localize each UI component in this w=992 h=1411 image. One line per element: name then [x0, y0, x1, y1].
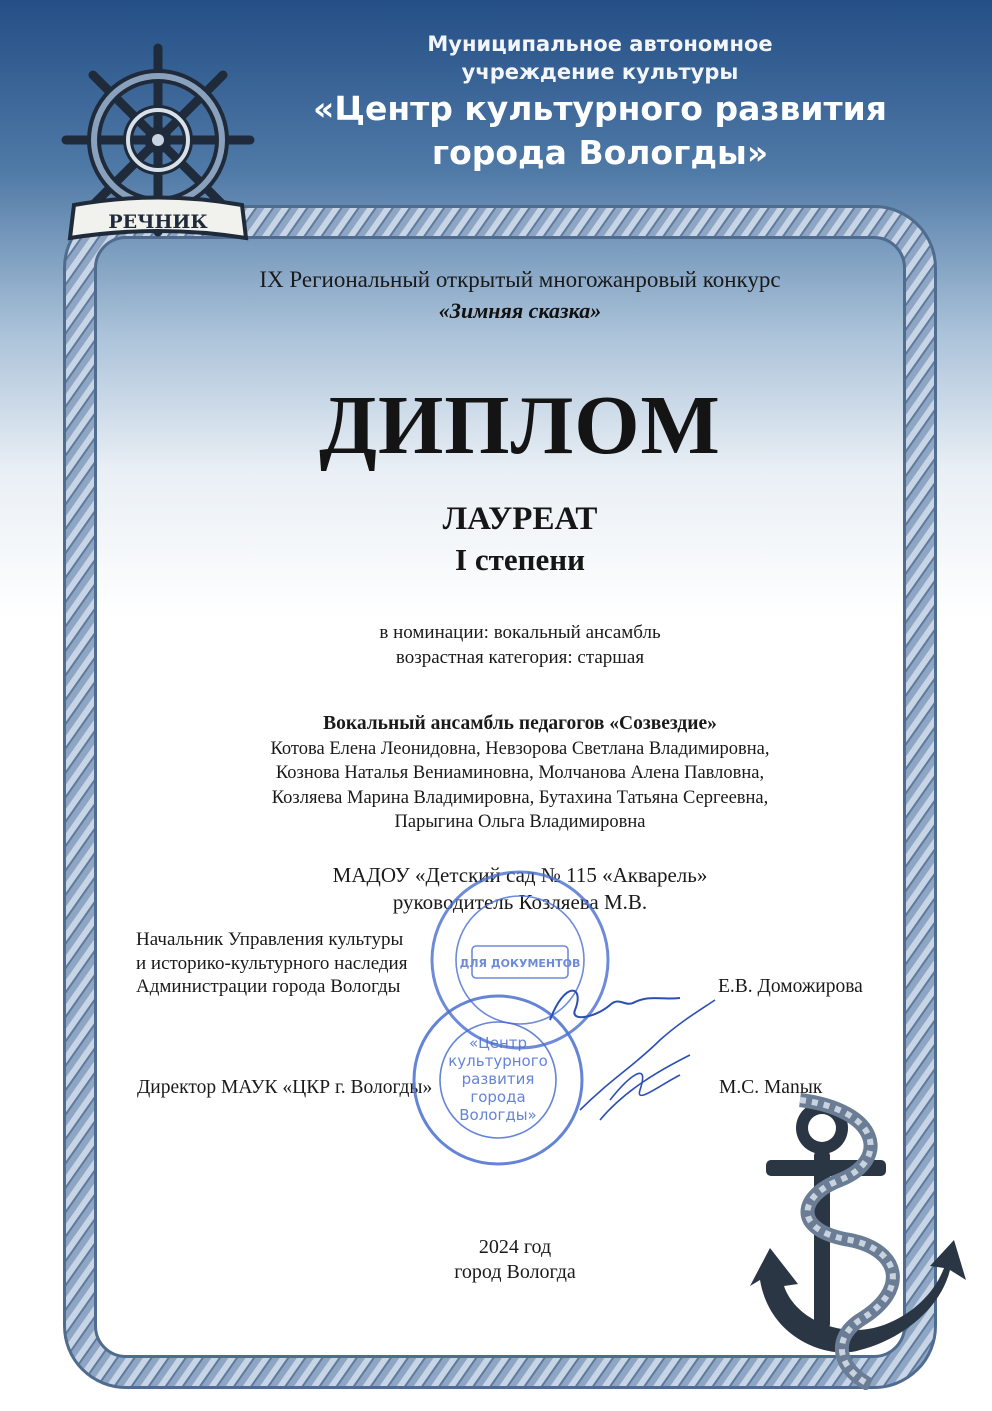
signatory-name: Е.В. Доможирова — [718, 976, 863, 997]
logo-ribbon — [70, 198, 246, 239]
nomination-block — [250, 620, 790, 670]
member-line: Кознова Наталья Вениаминовна, Молчанова Алена Павловна, — [275, 763, 765, 783]
organization-header — [270, 30, 930, 176]
age-category-line: возрастная категория: старшая — [395, 647, 645, 668]
logo-label: РЕЧНИК — [108, 211, 208, 233]
signatory-position-line: Начальник Управления культуры — [136, 929, 404, 950]
seal-line: культурного — [448, 1052, 548, 1070]
award-title: ЛАУРЕАТ — [442, 501, 598, 537]
header-line-4: города Вологды» — [431, 133, 769, 172]
institution-name: МАДОУ «Детский сад № 115 «Акварель» — [332, 863, 708, 887]
seal-line: Вологды» — [459, 1106, 537, 1124]
member-line: Парыгина Ольга Владимировна — [394, 812, 646, 832]
footer — [390, 1235, 640, 1285]
signatory-position-line: Администрации города Вологды — [136, 976, 401, 997]
contest-name: IX Региональный открытый многожанровый конкурс — [259, 267, 781, 292]
signatory-position-line: и историко-культурного наследия — [136, 952, 408, 974]
award-block — [300, 498, 740, 580]
handwritten-signatures — [540, 960, 730, 1130]
signatory-position: Директор МАУК «ЦКР г. Вологды» — [137, 1077, 433, 1098]
ensemble-name: Вокальный ансамбль педагогов «Созвездие» — [323, 713, 717, 734]
city: город Вологда — [454, 1261, 576, 1283]
member-line: Котова Елена Леонидовна, Невзорова Светлана Владимировна, — [270, 738, 770, 759]
member-line: Козляева Марина Владимировна, Бутахина Татьяна Сергеевна, — [271, 787, 769, 808]
ship-wheel-logo — [60, 40, 260, 245]
signatory-name: М.С. Маnык — [719, 1077, 823, 1098]
nomination-line: в номинации: вокальный ансамбль — [379, 622, 661, 643]
ensemble-block — [180, 712, 860, 835]
contest-subtitle: «Зимняя сказка» — [438, 298, 602, 323]
anchor-decoration — [740, 1090, 980, 1390]
diploma-title: ДИПЛОМ — [319, 379, 721, 472]
header-line-2: учреждение культуры — [461, 60, 739, 84]
seal-line: развития — [461, 1070, 535, 1088]
contest-title — [130, 264, 910, 326]
header-line-1: Муниципальное автономное — [427, 32, 773, 56]
header-line-3: «Центр культурного развития — [313, 89, 887, 128]
award-degree: I степени — [455, 542, 585, 577]
document-stamp-text: ДЛЯ ДОКУМЕНТОВ — [459, 957, 581, 970]
seal-line: города — [470, 1088, 526, 1106]
seal-line: «Центр — [468, 1034, 528, 1052]
year: 2024 год — [478, 1236, 552, 1258]
institution-head: руководитель Козляева М.В. — [392, 890, 648, 914]
